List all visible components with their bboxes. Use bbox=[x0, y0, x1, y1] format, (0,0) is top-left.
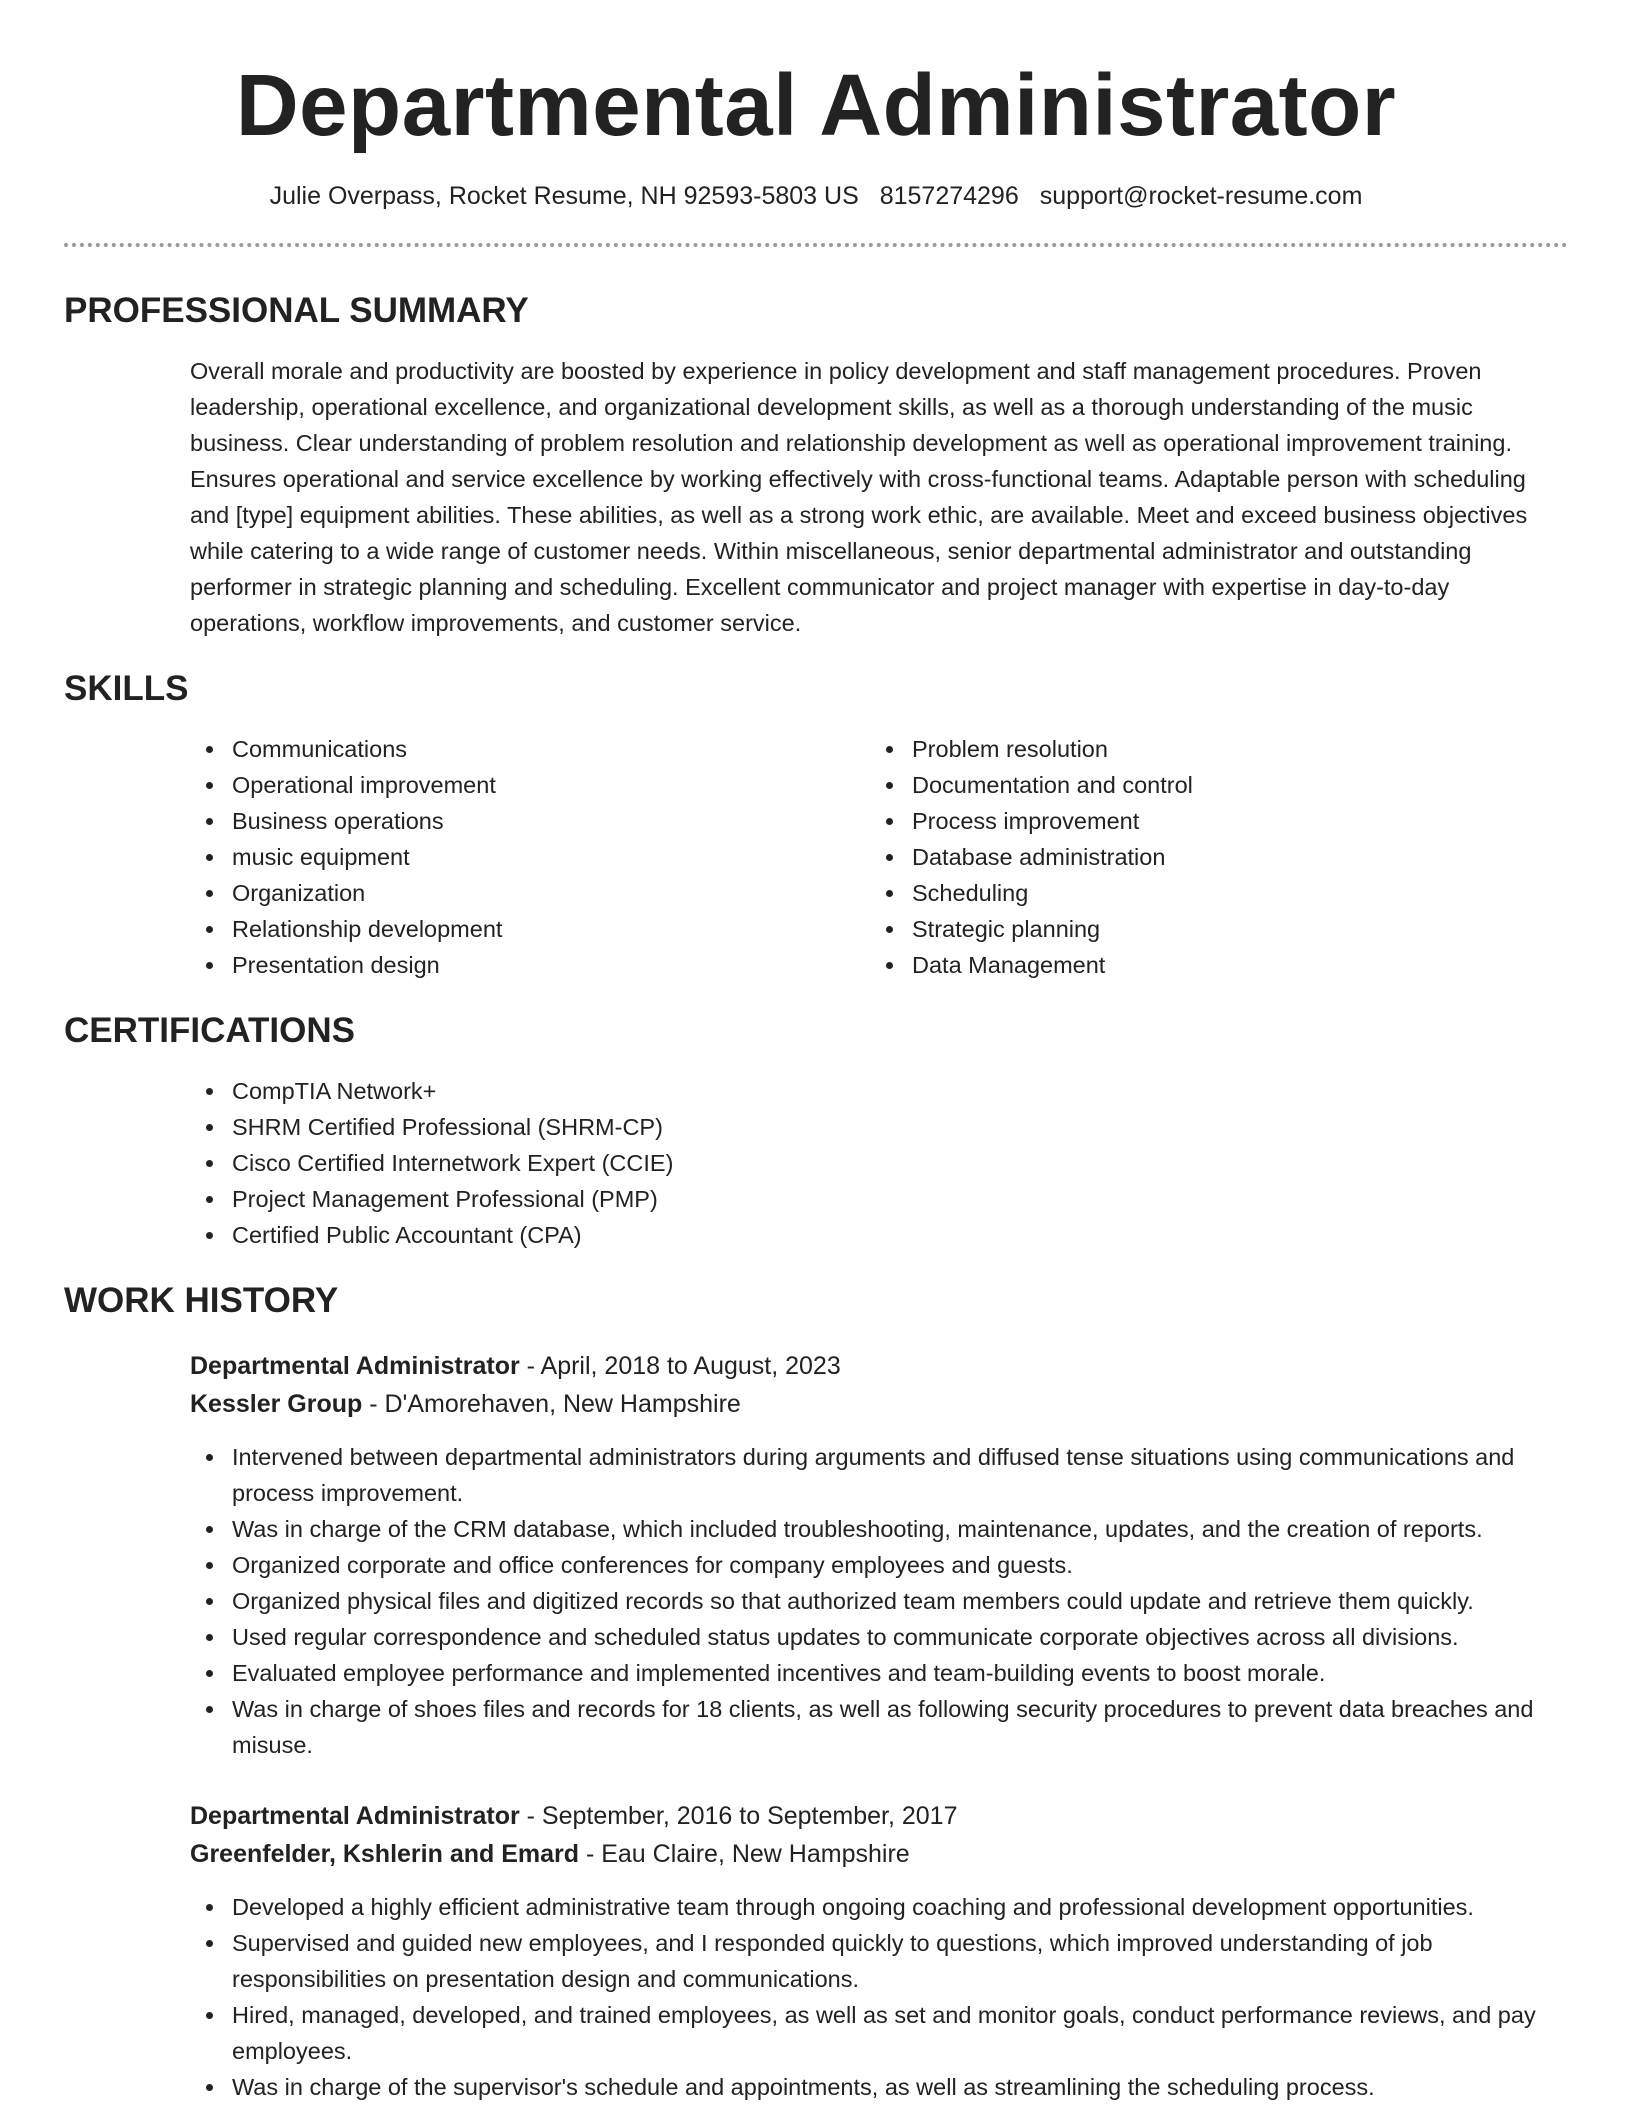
skill-item: Data Management bbox=[870, 947, 1550, 983]
resume-page bbox=[64, 0, 1568, 2112]
job-duty-item: Intervened between departmental administrators during arguments and diffused tense situations using communications and process improvement. bbox=[190, 1439, 1568, 1511]
skill-item: Strategic planning bbox=[870, 911, 1550, 947]
job-duty-item: Was in charge of the supervisor's schedule and appointments, as well as streamlining the scheduling process. bbox=[190, 2069, 1568, 2105]
page-title: Departmental Administrator bbox=[235, 57, 1397, 154]
skill-item: Problem resolution bbox=[870, 731, 1550, 767]
job-duty-item: Organized physical files and digitized records so that authorized team members could update and retrieve them quickly. bbox=[190, 1583, 1568, 1619]
job-dates: - April, 2018 to August, 2023 bbox=[519, 1352, 841, 1380]
skill-item: Scheduling bbox=[870, 875, 1550, 911]
skill-item: Organization bbox=[190, 875, 870, 911]
job-duty-item: Supervised and guided new employees, and I responded quickly to questions, which improved understanding of job responsibilities on presentation design and communications. bbox=[190, 1925, 1568, 1997]
skill-item: Process improvement bbox=[870, 803, 1550, 839]
contact-phone: 8157274296 bbox=[879, 182, 1019, 210]
certifications-heading: CERTIFICATIONS bbox=[64, 1011, 356, 1050]
skill-item: Business operations bbox=[190, 803, 870, 839]
certifications-list bbox=[190, 1073, 1568, 1253]
skill-item: Relationship development bbox=[190, 911, 870, 947]
job-company-line bbox=[190, 1835, 1568, 1873]
job-title-line bbox=[190, 1797, 1568, 1835]
skill-item: Presentation design bbox=[190, 947, 870, 983]
job-title-line bbox=[190, 1347, 1568, 1385]
job-duty-item: Evaluated employee performance and implemented incentives and team-building events to boost morale. bbox=[190, 1655, 1568, 1691]
job-company-line bbox=[190, 1385, 1568, 1423]
skills-list-left bbox=[190, 731, 870, 983]
job-title: Departmental Administrator bbox=[190, 1802, 520, 1830]
work-history-heading: WORK HISTORY bbox=[64, 1281, 339, 1320]
skills-list-right bbox=[870, 731, 1550, 983]
job-entry bbox=[190, 1797, 1568, 2105]
certification-item: Certified Public Accountant (CPA) bbox=[190, 1217, 1568, 1253]
job-duties-list bbox=[190, 1889, 1568, 2105]
contact-address: Julie Overpass, Rocket Resume, NH 92593-5803 US bbox=[269, 182, 859, 210]
job-location: - D'Amorehaven, New Hampshire bbox=[362, 1390, 741, 1418]
skill-item: Database administration bbox=[870, 839, 1550, 875]
skill-item: Communications bbox=[190, 731, 870, 767]
job-duty-item: Used regular correspondence and scheduled status updates to communicate corporate objectives across all divisions. bbox=[190, 1619, 1568, 1655]
job-title: Departmental Administrator bbox=[190, 1352, 520, 1380]
skill-item: Documentation and control bbox=[870, 767, 1550, 803]
job-company: Greenfelder, Kshlerin and Emard bbox=[190, 1840, 580, 1868]
job-duty-item: Developed a highly efficient administrative team through ongoing coaching and professional development opportunities. bbox=[190, 1889, 1568, 1925]
certification-item: CompTIA Network+ bbox=[190, 1073, 1568, 1109]
skill-item: Operational improvement bbox=[190, 767, 870, 803]
job-company: Kessler Group bbox=[190, 1390, 363, 1418]
header-divider bbox=[64, 243, 1568, 247]
contact-line bbox=[64, 180, 1568, 212]
job-duty-item: Organized corporate and office conferences for company employees and guests. bbox=[190, 1547, 1568, 1583]
certification-item: Project Management Professional (PMP) bbox=[190, 1181, 1568, 1217]
job-dates: - September, 2016 to September, 2017 bbox=[519, 1802, 958, 1830]
certification-item: SHRM Certified Professional (SHRM-CP) bbox=[190, 1109, 1568, 1145]
summary-text: Overall morale and productivity are boosted by experience in policy development and staff management procedures. Proven leadership, operational excellence, and organizational development skills, as well as a thorough understanding of the music business. Clear understanding of problem resolution and relationship development as well as operational improvement training. Ensures operational and service excellence by working effectively with cross-functional teams. Adaptable person with scheduling and [type] equipment abilities. These abilities, as well as a strong work ethic, are available. Meet and exceed business objectives while catering to a wide range of customer needs. Within miscellaneous, senior departmental administrator and outstanding performer in strategic planning and scheduling. Excellent communicator and project manager with expertise in day-to-day operations, workflow improvements, and customer service. bbox=[190, 358, 1528, 636]
job-duty-item: Hired, managed, developed, and trained employees, as well as set and monitor goals, conduct performance reviews, and pay employees. bbox=[190, 1997, 1568, 2069]
job-duty-item: Was in charge of shoes files and records for 18 clients, as well as following security procedures to prevent data breaches and misuse. bbox=[190, 1691, 1568, 1763]
certification-item: Cisco Certified Internetwork Expert (CCIE) bbox=[190, 1145, 1568, 1181]
job-entry bbox=[190, 1347, 1568, 1763]
summary-heading: PROFESSIONAL SUMMARY bbox=[64, 291, 529, 330]
job-duties-list bbox=[190, 1439, 1568, 1763]
skills-heading: SKILLS bbox=[64, 669, 189, 708]
skill-item: music equipment bbox=[190, 839, 870, 875]
skills-columns bbox=[190, 731, 1568, 983]
job-location: - Eau Claire, New Hampshire bbox=[579, 1840, 910, 1868]
job-duty-item: Was in charge of the CRM database, which included troubleshooting, maintenance, updates, and the creation of reports. bbox=[190, 1511, 1568, 1547]
contact-email: support@rocket-resume.com bbox=[1039, 182, 1363, 210]
